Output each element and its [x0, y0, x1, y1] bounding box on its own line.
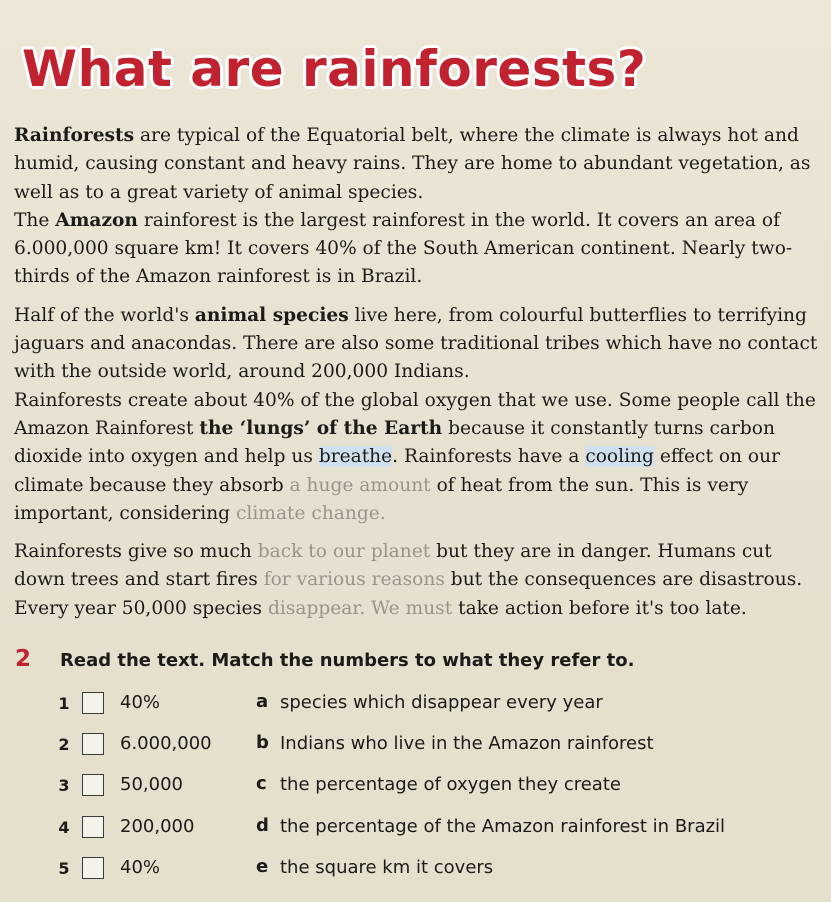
text-run: live here, from colourful butterflies to terrifying jaguars and anacondas. There are also some traditional tribes which have no contact with the outside world, around 200,000 Indians.	[14, 304, 818, 383]
answer-box[interactable]	[82, 774, 104, 796]
matching-row	[0, 814, 831, 844]
answer-box[interactable]	[82, 733, 104, 755]
paragraph	[14, 387, 826, 528]
option-letter: c	[256, 773, 267, 794]
text-run: of heat from the sun. This is very important, considering	[14, 474, 749, 524]
exercise-instruction: Read the text. Match the numbers to what they refer to.	[60, 650, 635, 671]
option-letter: e	[256, 856, 269, 877]
text-run: Rainforests create about 40% of the global oxygen that we use. Some people call the Amazon Rainforest	[14, 389, 816, 439]
option-description: Indians who live in the Amazon rainforest	[280, 733, 654, 754]
matching-row	[0, 690, 831, 720]
paragraph	[14, 207, 826, 292]
text-run: Rainforests give so much	[14, 541, 258, 563]
paragraph	[14, 122, 826, 207]
option-description: species which disappear every year	[280, 692, 603, 713]
answer-box[interactable]	[82, 692, 104, 714]
text-run: disappear. We must	[268, 597, 453, 619]
text-run: are typical of the Equatorial belt, where the climate is always hot and humid, causing constant and heavy rains. They are home to abundant vegetation, as well as to a great variety of animal species.	[14, 125, 811, 203]
bold-text: the ‘lungs’ of the Earth	[199, 417, 443, 439]
option-description: the percentage of the Amazon rainforest in Brazil	[280, 816, 726, 837]
item-value: 40%	[120, 857, 161, 878]
text-run: but the consequences are disastrous. Every year 50,000 species	[14, 569, 803, 619]
option-description: the square km it covers	[280, 857, 494, 878]
option-letter: a	[256, 691, 269, 712]
answer-box[interactable]	[82, 857, 104, 879]
text-run: for various reasons	[263, 569, 445, 591]
text-run: take action before it's too late.	[452, 597, 747, 619]
item-value: 200,000	[120, 816, 195, 837]
text-run: . Rainforests have a	[392, 446, 586, 468]
text-run: a huge amount	[289, 474, 431, 496]
option-letter: d	[256, 815, 269, 836]
reading-text	[14, 122, 826, 623]
text-run: climate change.	[236, 502, 386, 524]
text-run: rainforest is the largest rainforest in the world. It covers an area of 6.000,000 square km! It covers 40% of the South American continent. Nearly two-thirds of the Amazon rainforest is in Brazil.	[14, 209, 793, 288]
item-number: 2	[58, 735, 70, 754]
exercise-number: 2	[15, 646, 32, 672]
item-number: 1	[58, 694, 70, 713]
highlighted-word: cooling	[585, 446, 654, 468]
item-value: 40%	[120, 692, 161, 713]
answer-box[interactable]	[82, 816, 104, 838]
text-run: Half of the world's	[14, 304, 195, 326]
text-run: but they are in danger. Humans cut down trees and start fires	[14, 541, 772, 591]
matching-row	[0, 731, 831, 761]
text-run: back to our planet	[257, 541, 431, 563]
paragraph	[14, 538, 826, 623]
option-description: the percentage of oxygen they create	[280, 774, 621, 795]
highlighted-word: breathe	[318, 446, 393, 468]
text-run: effect on our climate because they absorb	[14, 446, 780, 496]
bold-text: Rainforests	[14, 125, 135, 146]
option-letter: b	[256, 732, 269, 753]
text-run: because it constantly turns carbon dioxide into oxygen and help us	[14, 417, 775, 468]
paragraph	[14, 302, 826, 387]
page-title: What are rainforests?	[22, 40, 647, 98]
item-value: 6.000,000	[120, 733, 212, 754]
item-number: 3	[58, 776, 70, 795]
matching-row	[0, 772, 831, 802]
matching-row	[0, 855, 831, 885]
item-number: 4	[58, 818, 70, 837]
text-run: The	[14, 209, 56, 231]
bold-text: Amazon	[55, 209, 138, 231]
item-value: 50,000	[120, 774, 183, 795]
bold-text: animal species	[194, 304, 349, 326]
item-number: 5	[58, 859, 70, 878]
